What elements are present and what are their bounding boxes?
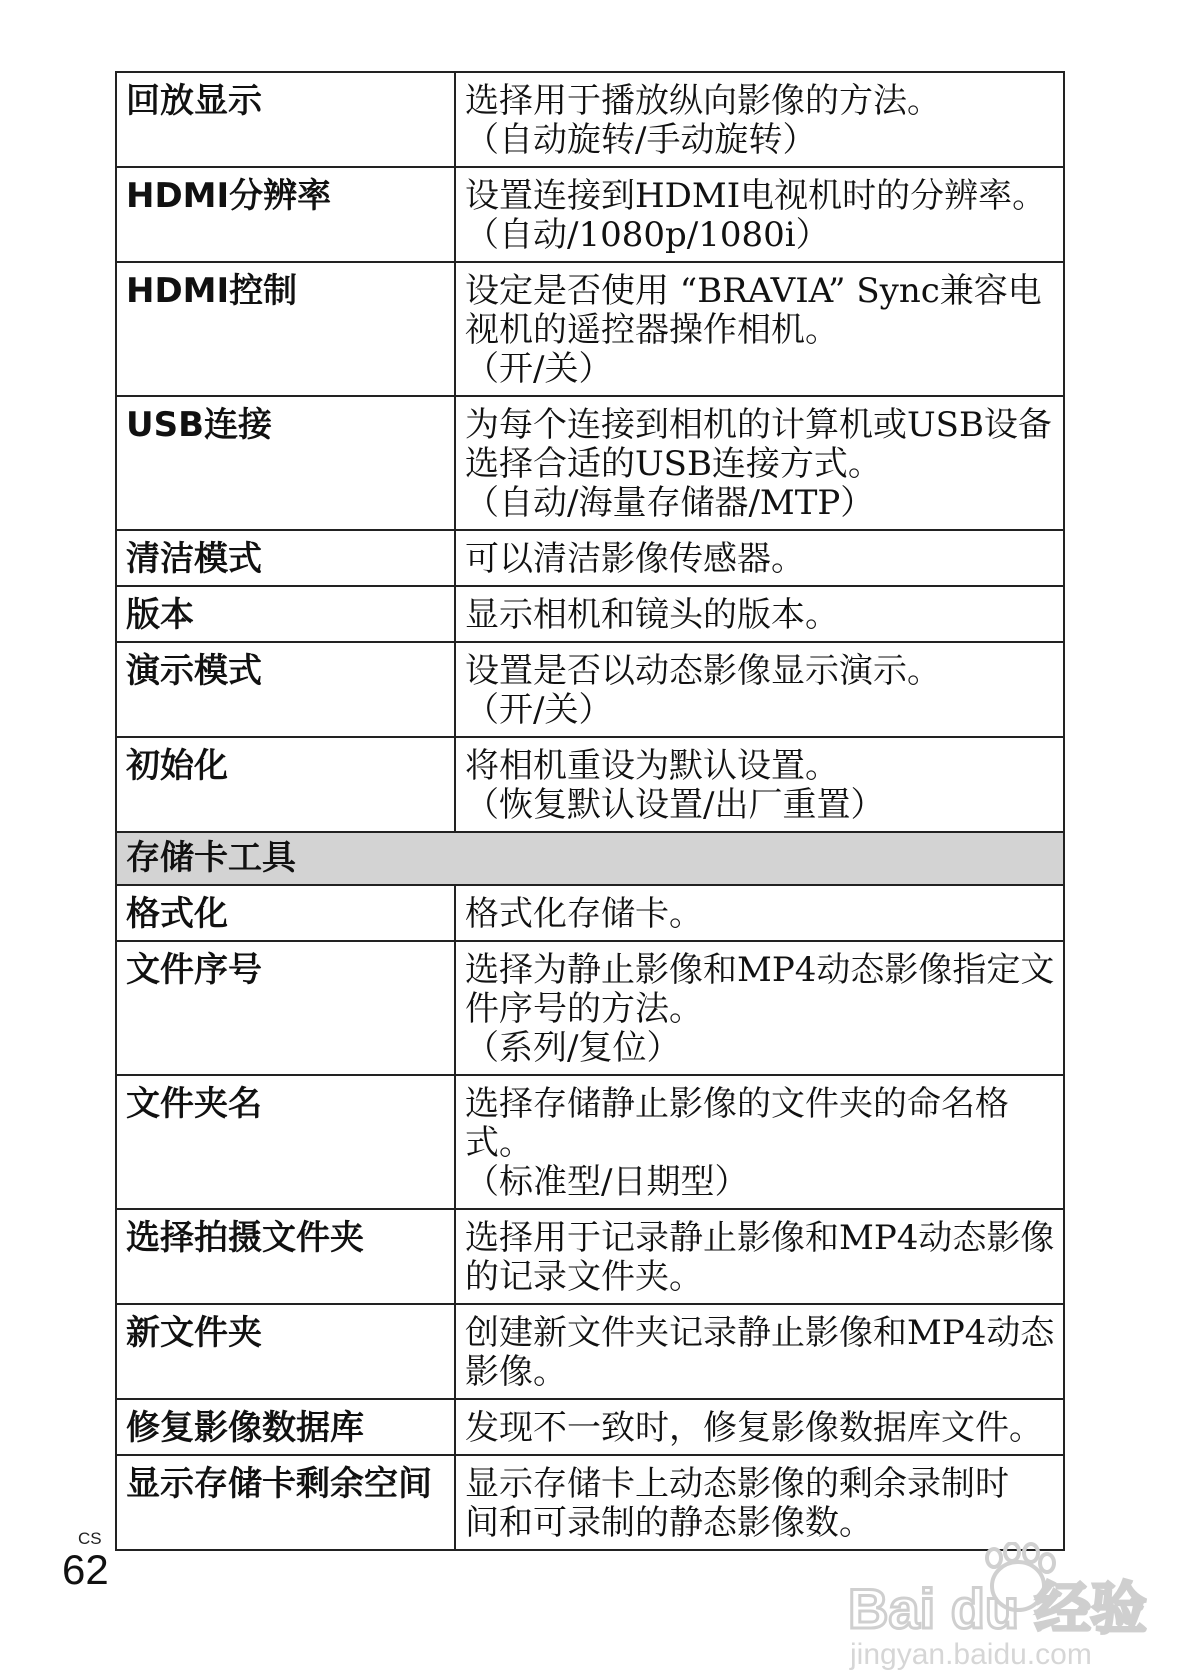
- description-line: 选择合适的USB连接方式。: [465, 444, 882, 484]
- description-line: 视机的遥控器操作相机。: [465, 310, 839, 350]
- description-line: 可以清洁影像传感器。: [465, 539, 805, 579]
- description-line: 式。: [465, 1123, 533, 1163]
- description-line: （自动/1080p/1080i）: [465, 215, 830, 255]
- description-line: 选择为静止影像和MP4动态影像指定文: [465, 950, 1055, 990]
- table-row: [116, 941, 1064, 1075]
- table-row: [116, 167, 1064, 262]
- setting-description: [455, 1304, 1064, 1399]
- section-title: 存储卡工具: [116, 832, 1064, 885]
- table-row: [116, 737, 1064, 832]
- setting-name: 修复影像数据库: [116, 1399, 455, 1455]
- setting-name: HDMI控制: [116, 262, 455, 396]
- setting-description: [455, 530, 1064, 586]
- description-line: 影像。: [465, 1352, 567, 1392]
- description-line: 发现不一致时，修复影像数据库文件。: [465, 1408, 1043, 1448]
- description-line: （标准型/日期型）: [465, 1162, 749, 1202]
- setting-description: [455, 262, 1064, 396]
- setting-description: [455, 1075, 1064, 1209]
- description-line: 件序号的方法。: [465, 989, 703, 1029]
- description-line: 选择用于记录静止影像和MP4动态影像: [465, 1218, 1055, 1258]
- table-row: [116, 642, 1064, 737]
- watermark-url: jingyan.baidu.com: [850, 1638, 1092, 1671]
- description-line: 创建新文件夹记录静止影像和MP4动态: [465, 1313, 1055, 1353]
- setting-name: 选择拍摄文件夹: [116, 1209, 455, 1304]
- section-header-row: [116, 832, 1064, 885]
- description-line: （自动旋转/手动旋转）: [465, 120, 817, 160]
- setting-name: 文件序号: [116, 941, 455, 1075]
- watermark-brand: Bai du 经验: [848, 1577, 1147, 1640]
- description-line: 选择用于播放纵向影像的方法。: [465, 81, 941, 121]
- setting-description: [455, 737, 1064, 832]
- table-row: [116, 885, 1064, 941]
- baidu-jingyan-watermark: [848, 1542, 1148, 1672]
- setting-name: 新文件夹: [116, 1304, 455, 1399]
- table-row: [116, 396, 1064, 530]
- setting-description: [455, 885, 1064, 941]
- setting-name: 格式化: [116, 885, 455, 941]
- description-line: （自动/海量存储器/MTP）: [465, 483, 875, 523]
- setting-description: [455, 941, 1064, 1075]
- setting-name: 显示存储卡剩余空间: [116, 1455, 455, 1550]
- description-line: （恢复默认设置/出厂重置）: [465, 785, 885, 825]
- description-line: （开/关）: [465, 349, 613, 389]
- setting-description: [455, 167, 1064, 262]
- setting-description: [455, 1455, 1064, 1550]
- table-row: [116, 262, 1064, 396]
- table-row: [116, 1399, 1064, 1455]
- setting-name: 清洁模式: [116, 530, 455, 586]
- description-line: 格式化存储卡。: [465, 894, 703, 934]
- setting-description: [455, 1209, 1064, 1304]
- table-row: [116, 586, 1064, 642]
- table-row: [116, 1075, 1064, 1209]
- setting-description: [455, 72, 1064, 167]
- setting-name: 初始化: [116, 737, 455, 832]
- page-number: 62: [62, 1546, 109, 1593]
- setting-name: USB连接: [116, 396, 455, 530]
- description-line: 将相机重设为默认设置。: [465, 746, 839, 786]
- setting-description: [455, 586, 1064, 642]
- table-row: [116, 72, 1064, 167]
- description-line: 的记录文件夹。: [465, 1257, 703, 1297]
- description-line: （系列/复位）: [465, 1028, 681, 1068]
- page-marker: [62, 1530, 110, 1592]
- setting-description: [455, 642, 1064, 737]
- settings-table-body: [116, 72, 1064, 1550]
- description-line: 设置连接到HDMI电视机时的分辨率。: [465, 176, 1047, 216]
- language-code: CS: [78, 1529, 102, 1548]
- description-line: 间和可录制的静态影像数。: [465, 1503, 873, 1543]
- setting-name: 回放显示: [116, 72, 455, 167]
- setting-name: HDMI分辨率: [116, 167, 455, 262]
- table-row: [116, 1455, 1064, 1550]
- description-line: 为每个连接到相机的计算机或USB设备: [465, 405, 1052, 445]
- description-line: 显示相机和镜头的版本。: [465, 595, 839, 635]
- setting-name: 演示模式: [116, 642, 455, 737]
- description-line: 设定是否使用 “BRAVIA” Sync兼容电: [465, 271, 1042, 311]
- setting-description: [455, 396, 1064, 530]
- description-line: 显示存储卡上动态影像的剩余录制时: [465, 1464, 1009, 1504]
- description-line: （开/关）: [465, 690, 613, 730]
- setting-name: 文件夹名: [116, 1075, 455, 1209]
- setting-name: 版本: [116, 586, 455, 642]
- setting-description: [455, 1399, 1064, 1455]
- table-row: [116, 530, 1064, 586]
- table-row: [116, 1304, 1064, 1399]
- description-line: 设置是否以动态影像显示演示。: [465, 651, 941, 691]
- description-line: 选择存储静止影像的文件夹的命名格: [465, 1084, 1009, 1124]
- table-row: [116, 1209, 1064, 1304]
- settings-table: [115, 71, 1065, 1551]
